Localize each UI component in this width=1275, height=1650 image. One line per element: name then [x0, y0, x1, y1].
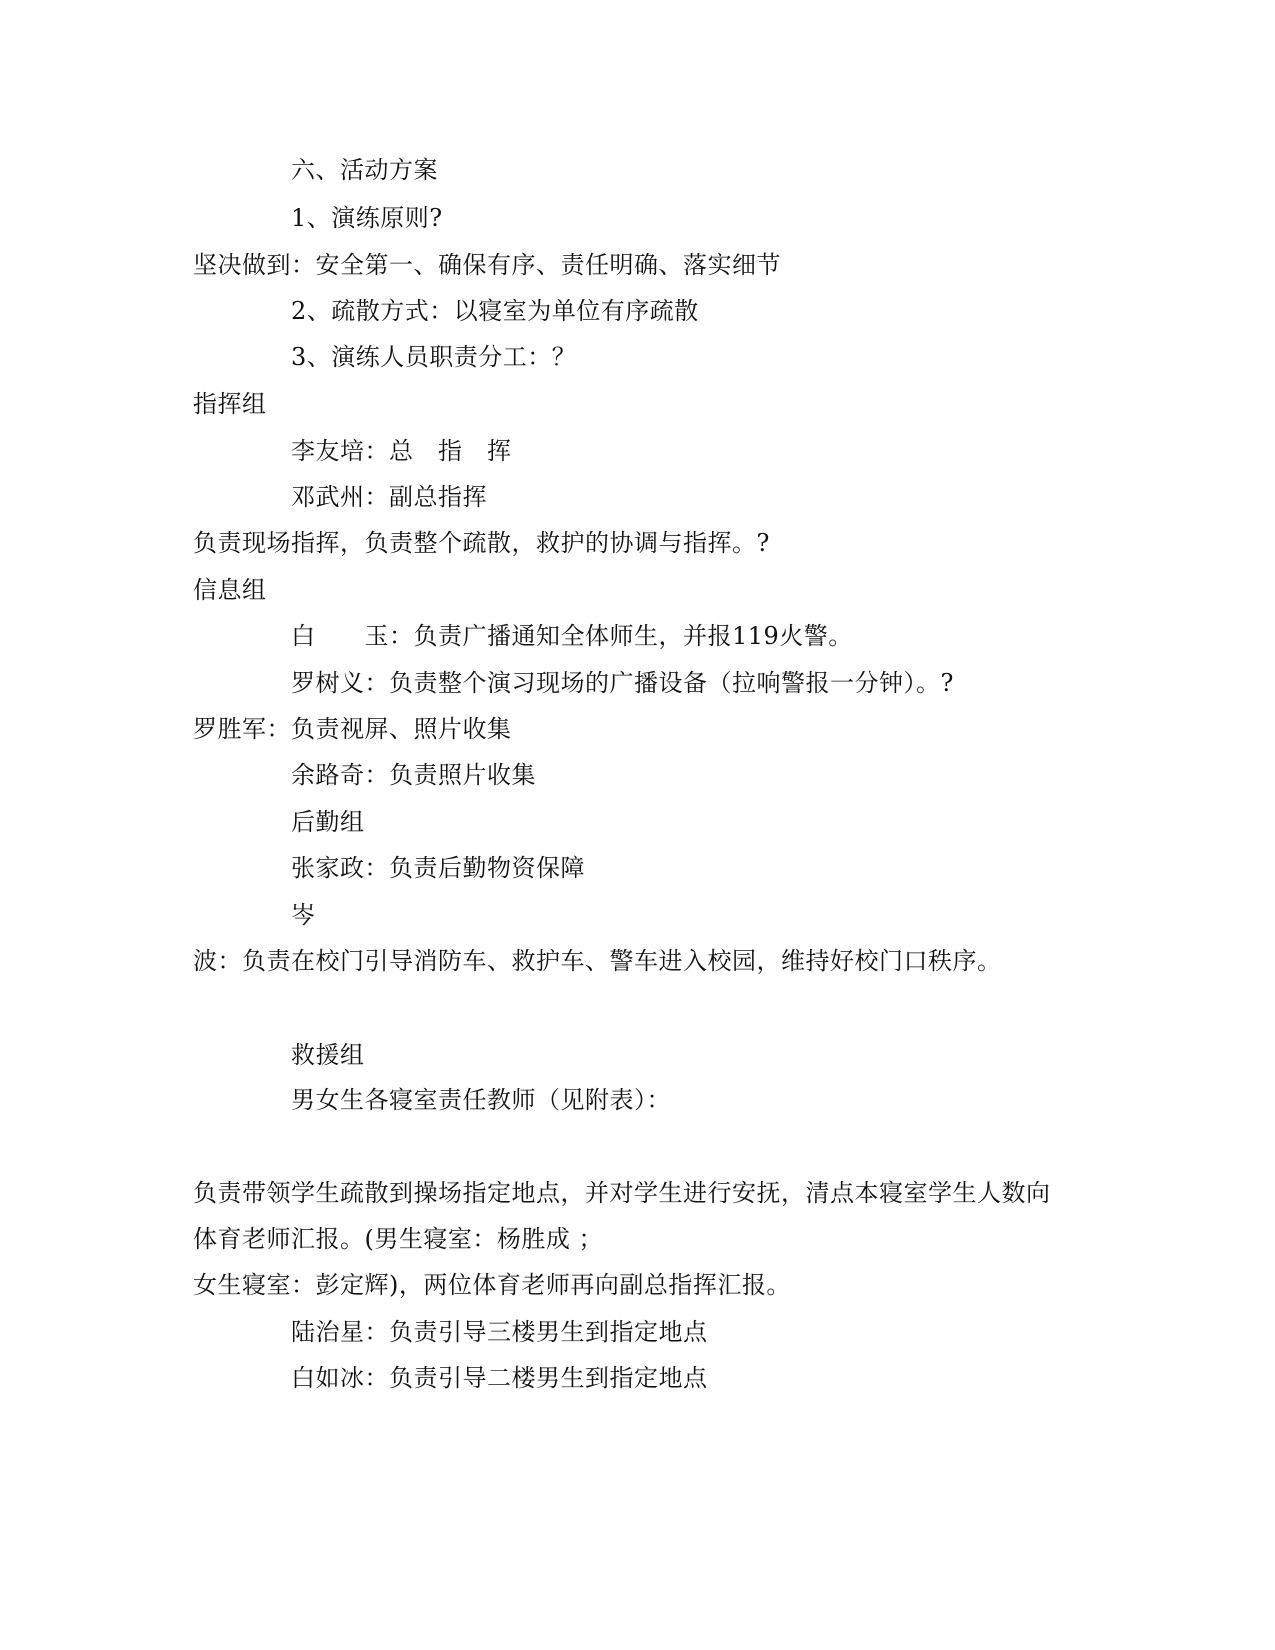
text-line: 张家政：负责后勤物资保障: [291, 854, 585, 882]
text-line: 男女生各寝室责任教师（见附表）：: [291, 1086, 671, 1114]
group-heading-logistics: 后勤组: [291, 808, 365, 836]
text-line: 罗树义：负责整个演习现场的广播设备（拉响警报一分钟）。?: [291, 669, 954, 697]
subheading-principles: 1、演练原则?: [291, 204, 443, 232]
text-line: 白如冰：负责引导二楼男生到指定地点: [291, 1364, 708, 1392]
text-line: 波：负责在校门引导消防车、救护车、警车进入校园，维持好校门口秩序。: [193, 947, 1002, 975]
text-line: 岑: [291, 901, 316, 929]
group-heading-rescue: 救援组: [291, 1041, 365, 1069]
text-line: 负责现场指挥，负责整个疏散，救护的协调与指挥。?: [193, 529, 770, 557]
text-line: 邓武州：副总指挥: [291, 483, 487, 511]
text-line: 李友培：总 指 挥: [291, 437, 512, 465]
section-heading: 六、活动方案: [291, 156, 438, 184]
text-line: 负责带领学生疏散到操场指定地点，并对学生进行安抚，清点本寝室学生人数向: [193, 1179, 1051, 1207]
text-line: 罗胜军：负责视屏、照片收集: [193, 715, 512, 743]
group-heading-command: 指挥组: [193, 390, 267, 418]
subheading-evacuation: 2、疏散方式：以寝室为单位有序疏散: [291, 297, 699, 325]
group-heading-info: 信息组: [193, 576, 267, 604]
text-line: 陆治星：负责引导三楼男生到指定地点: [291, 1318, 708, 1346]
text-line: 白 玉：负责广播通知全体师生，并报119火警。: [291, 622, 853, 650]
text-line: 余路奇：负责照片收集: [291, 761, 536, 789]
subheading-duties: 3、演练人员职责分工：？: [291, 343, 577, 371]
text-line: 女生寝室：彭定辉)，两位体育老师再向副总指挥汇报。: [193, 1271, 791, 1299]
text-line: 体育老师汇报。(男生寝室：杨胜成 ；: [193, 1225, 603, 1253]
paragraph-principles: 坚决做到：安全第一、确保有序、责任明确、落实细节: [193, 251, 781, 279]
